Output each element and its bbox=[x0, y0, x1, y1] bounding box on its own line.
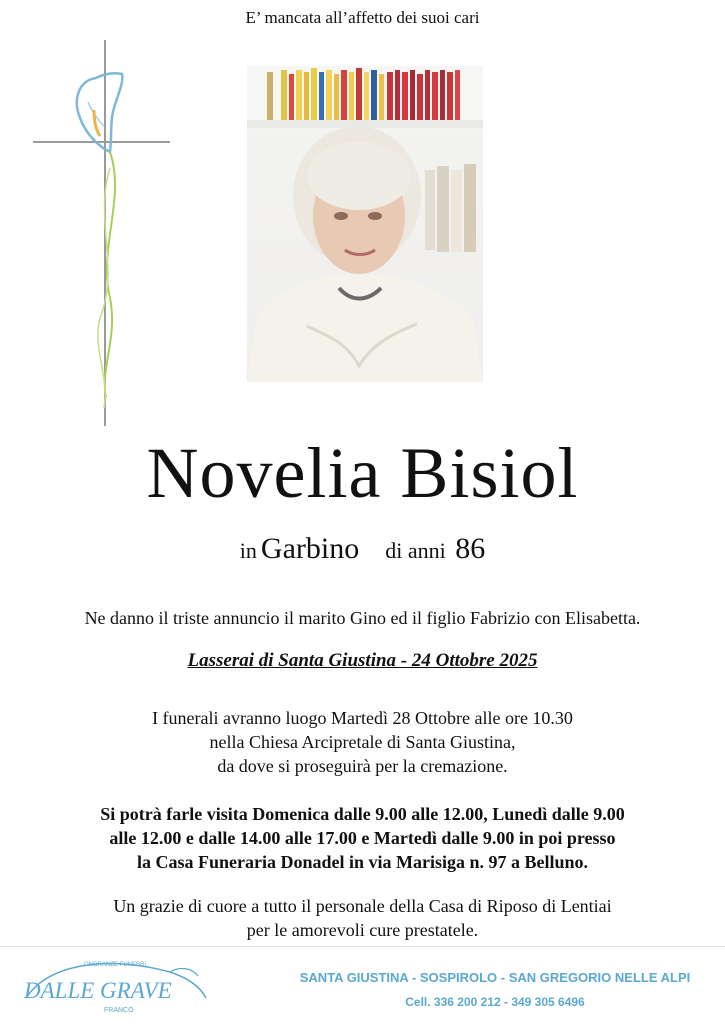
married-name: Garbino bbox=[260, 532, 360, 565]
thanks-line: per le amorevoli cure prestatele. bbox=[246, 920, 479, 940]
logo-small-text: ONORANZE FUNEBRI bbox=[84, 962, 147, 968]
logo-sub-text: FRANCO bbox=[104, 1007, 134, 1014]
funeral-info bbox=[0, 706, 725, 778]
funeral-home-logo bbox=[20, 952, 210, 1018]
married-age-line bbox=[0, 532, 725, 566]
cross-lily-icon bbox=[28, 38, 178, 428]
deceased-name: Novelia Bisiol bbox=[146, 433, 579, 513]
age-prefix: di anni bbox=[385, 538, 446, 563]
visit-info bbox=[0, 802, 725, 874]
visit-line: Si potrà farle visita Domenica dalle 9.00 alle 12.00, Lunedì dalle 9.00 bbox=[100, 804, 625, 824]
footer-phone: Cell. 336 200 212 - 349 305 6496 bbox=[405, 995, 585, 1009]
place-date: Lasserai di Santa Giustina - 24 Ottobre 2025 bbox=[187, 650, 538, 671]
footer-locations: SANTA GIUSTINA - SOSPIROLO - SAN GREGORIO NELLE ALPI bbox=[299, 970, 691, 985]
logo-main-text: DALLE GRAVE bbox=[24, 978, 172, 1003]
thanks-text bbox=[0, 894, 725, 942]
married-prefix: in bbox=[239, 538, 257, 563]
portrait-photo bbox=[247, 66, 483, 382]
funeral-line: I funerali avranno luogo Martedì 28 Ottobre alle ore 10.30 bbox=[152, 708, 573, 728]
thanks-line: Un grazie di cuore a tutto il personale della Casa di Riposo di Lentiai bbox=[113, 896, 612, 916]
announcement-text: Ne danno il triste annuncio il marito Gino ed il figlio Fabrizio con Elisabetta. bbox=[84, 608, 641, 628]
visit-line: alle 12.00 e dalle 14.00 alle 17.00 e Martedì dalle 9.00 in poi presso bbox=[109, 828, 616, 848]
funeral-line: da dove si proseguirà per la cremazione. bbox=[217, 756, 508, 776]
intro-text: E’ mancata all’affetto dei suoi cari bbox=[245, 8, 480, 27]
funeral-line: nella Chiesa Arcipretale di Santa Giustina, bbox=[209, 732, 516, 752]
visit-line: la Casa Funeraria Donadel in via Marisiga n. 97 a Belluno. bbox=[136, 852, 589, 872]
footer-divider bbox=[0, 946, 725, 947]
age-value: 86 bbox=[455, 532, 486, 565]
